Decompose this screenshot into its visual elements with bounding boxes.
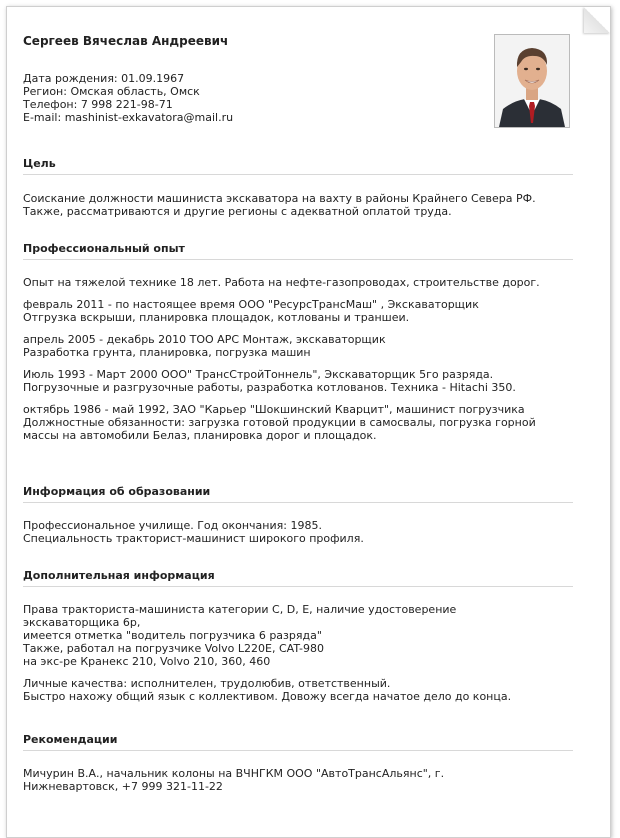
experience-line: Погрузочные и разгрузочные работы, разработка котлованов. Техника - Hitachi 350.	[23, 381, 516, 394]
experience-line: массы на автомобили Белаз, планировка дорог и площадок.	[23, 429, 377, 442]
recommendation-line: Мичурин В.А., начальник колоны на ВЧНГКМ ООО "АвтоТрансАльянс", г.	[23, 767, 445, 780]
additional-title: Дополнительная информация	[23, 569, 573, 587]
education-title: Информация об образовании	[23, 485, 573, 503]
additional-item	[23, 603, 573, 668]
experience-item	[23, 368, 573, 394]
experience-line: Опыт на тяжелой технике 18 лет. Работа на нефте-газопроводах, строительстве дорог.	[23, 276, 540, 289]
experience-item	[23, 298, 573, 324]
experience-line: Июль 1993 - Март 2000 ООО" ТрансСтройТоннель", Экскаваторщик 5го разряда.	[23, 368, 494, 381]
experience-line: Должностные обязанности: загрузка готовой продукции в самосвалы, погрузка горной	[23, 416, 536, 429]
experience-item	[23, 333, 573, 359]
page-fold-corner	[584, 7, 610, 33]
additional-line: имеется отметка "водитель погрузчика 6 разряда"	[23, 629, 322, 642]
education-section	[23, 485, 573, 545]
experience-line: Отгрузка вскрыши, планировка площадок, котлованы и траншеи.	[23, 311, 410, 324]
experience-line: апрель 2005 - декабрь 2010 ТОО АРС Монтаж, экскаваторщик	[23, 333, 386, 346]
goal-line: Также, рассматриваются и другие регионы с адекватной оплатой труда.	[23, 205, 452, 218]
experience-line: октябрь 1986 - май 1992, ЗАО "Карьер "Шокшинский Кварцит", машинист погрузчика	[23, 403, 525, 416]
experience-line: Разработка грунта, планировка, погрузка машин	[23, 346, 311, 359]
recommendations-title: Рекомендации	[23, 733, 573, 751]
goal-line: Соискание должности машиниста экскаватора на вахту в районы Крайнего Севера РФ.	[23, 192, 536, 205]
experience-line: февраль 2011 - по настоящее время ООО "РесурсТрансМаш" , Экскаваторщик	[23, 298, 479, 311]
resume-header	[23, 34, 573, 124]
portrait-image	[495, 35, 569, 127]
additional-line: Личные качества: исполнителен, трудолюбив, ответственный.	[23, 677, 391, 690]
experience-list	[23, 276, 573, 442]
education-line: Специальность тракторист-машинист широкого профиля.	[23, 532, 364, 545]
experience-item	[23, 403, 573, 442]
goal-title: Цель	[23, 157, 573, 175]
birth-date: Дата рождения: 01.09.1967	[23, 72, 185, 85]
additional-section	[23, 569, 573, 703]
additional-text	[23, 603, 573, 703]
education-line: Профессиональное училище. Год окончания: 1985.	[23, 519, 322, 532]
goal-section	[23, 157, 573, 218]
contact-block	[23, 72, 573, 124]
recommendation-line: Нижневартовск, +7 999 321-11-22	[23, 780, 223, 793]
additional-line: на экс-ре Кранекс 210, Volvo 210, 360, 460	[23, 655, 271, 668]
candidate-photo	[494, 34, 570, 128]
phone: Телефон: 7 998 221-98-71	[23, 98, 173, 111]
experience-section	[23, 242, 573, 442]
experience-title: Профессиональный опыт	[23, 242, 573, 260]
experience-item	[23, 276, 573, 289]
additional-line: Права тракториста-машиниста категории C, D, E, наличие удостоверение	[23, 603, 457, 616]
additional-line: экскаваторщика 6р,	[23, 616, 141, 629]
additional-item	[23, 677, 573, 703]
additional-line: Быстро нахожу общий язык с коллективом. Довожу всегда начатое дело до конца.	[23, 690, 512, 703]
goal-text	[23, 192, 573, 218]
recommendations-section	[23, 733, 573, 793]
candidate-name: Сергеев Вячеслав Андреевич	[23, 34, 229, 48]
email: E-mail: mashinist-exkavatora@mail.ru	[23, 111, 234, 124]
recommendations-text	[23, 767, 573, 793]
region: Регион: Омская область, Омск	[23, 85, 200, 98]
education-text	[23, 519, 573, 545]
additional-line: Также, работал на погрузчике Volvo L220E, CAT-980	[23, 642, 325, 655]
